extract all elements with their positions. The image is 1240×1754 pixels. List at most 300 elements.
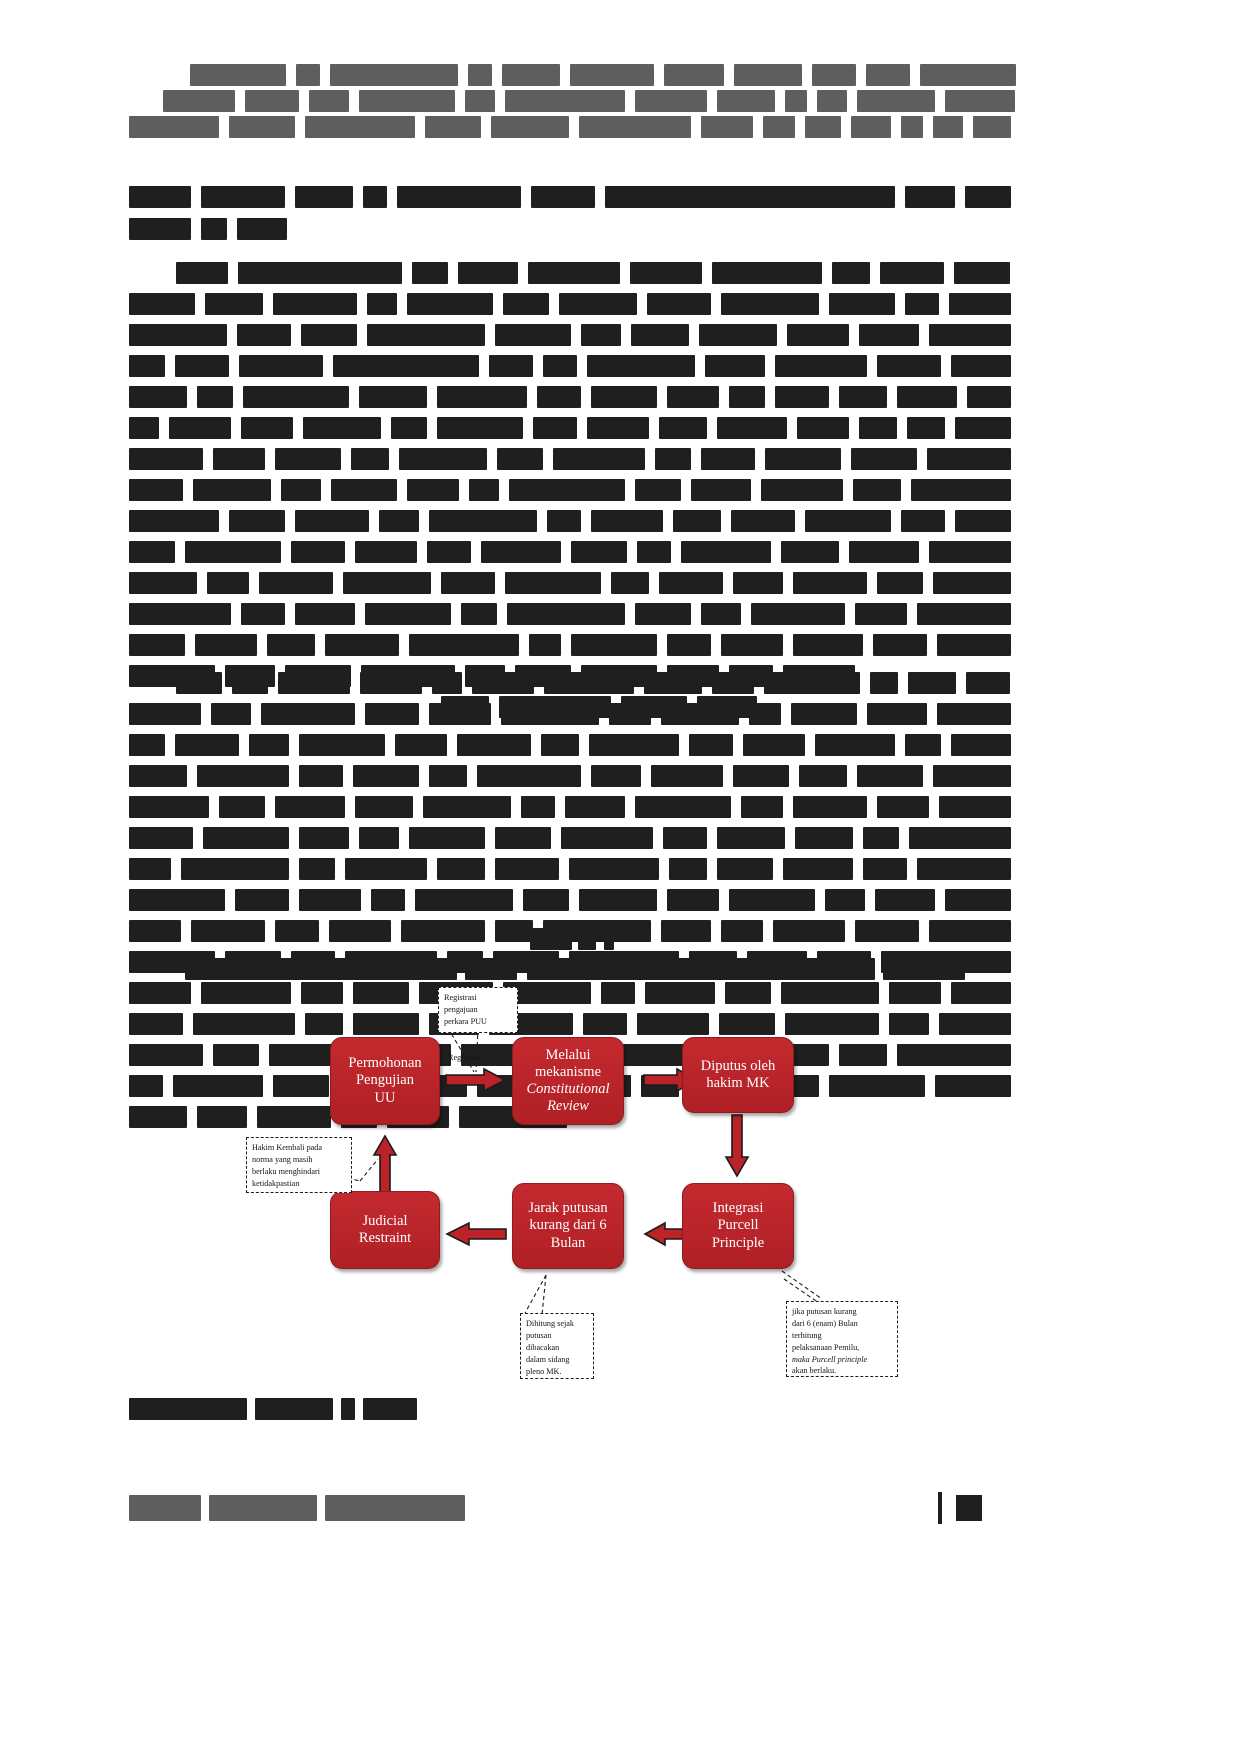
redaction-bar xyxy=(235,889,289,911)
redaction-bar xyxy=(839,386,887,408)
redaction-bar xyxy=(937,634,1011,656)
redaction-bar xyxy=(939,796,1011,818)
redaction-bar xyxy=(129,920,181,942)
node-line: Pengujian xyxy=(355,1072,414,1089)
redaction-bar xyxy=(359,90,455,112)
redaction-bar xyxy=(877,796,929,818)
redaction-bar xyxy=(929,541,1011,563)
page-number-redaction xyxy=(956,1495,982,1521)
redaction-bar xyxy=(571,541,627,563)
arrow-diputus-to-integrasi xyxy=(724,1113,750,1179)
redaction-bar xyxy=(267,634,315,656)
redaction-bar xyxy=(733,572,783,594)
redaction-bar xyxy=(920,64,1016,86)
redaction-bar xyxy=(883,958,965,980)
redaction-bar xyxy=(667,634,711,656)
redaction-bar xyxy=(129,858,171,880)
node-integrasi-purcell-principle[interactable] xyxy=(682,1183,794,1269)
redaction-bar xyxy=(333,355,479,377)
redaction-bar xyxy=(543,355,577,377)
redaction-bar xyxy=(951,734,1011,756)
redaction-bar xyxy=(579,116,691,138)
redaction-bar xyxy=(472,672,534,694)
redaction-bar xyxy=(553,448,645,470)
footer-redaction-bar xyxy=(129,1495,201,1521)
redaction-bar xyxy=(591,386,657,408)
redaction-bar xyxy=(329,920,391,942)
callout-line: dibacakan xyxy=(526,1342,560,1352)
redaction-bar xyxy=(907,417,945,439)
redaction-bar xyxy=(917,603,1011,625)
redaction-bar xyxy=(129,603,231,625)
redaction-bar xyxy=(395,734,447,756)
redaction-bar xyxy=(859,417,897,439)
redaction-bar xyxy=(537,386,581,408)
redaction-bar xyxy=(303,417,381,439)
redaction-bar xyxy=(129,293,195,315)
redaction-bar xyxy=(859,324,919,346)
redaction-bar xyxy=(880,262,944,284)
redaction-bar xyxy=(461,603,497,625)
edge-label-registrasi: Registrasi xyxy=(448,1053,481,1062)
redaction-bar xyxy=(825,889,865,911)
redaction-bar xyxy=(855,603,907,625)
redaction-bar xyxy=(203,827,289,849)
redaction-bar xyxy=(305,116,415,138)
redaction-bar xyxy=(527,958,875,980)
redaction-bar xyxy=(851,116,891,138)
redaction-bar xyxy=(255,1398,333,1420)
redaction-bar xyxy=(945,889,1011,911)
redaction-bar xyxy=(129,1075,163,1097)
redaction-bar xyxy=(775,386,829,408)
redaction-bar xyxy=(129,355,165,377)
redaction-bar xyxy=(241,603,285,625)
redaction-bar xyxy=(468,64,492,86)
flowchart-figure xyxy=(230,985,930,1385)
redaction-bar xyxy=(791,703,857,725)
redaction-bar xyxy=(469,479,499,501)
redaction-bar xyxy=(429,703,491,725)
redaction-bar xyxy=(341,1398,355,1420)
node-melalui-mekanisme-constitutional-review[interactable] xyxy=(512,1037,624,1125)
redaction-bar xyxy=(437,858,485,880)
redaction-bar xyxy=(185,958,457,980)
redaction-bar xyxy=(905,186,955,208)
redaction-bar xyxy=(681,541,771,563)
redaction-bar xyxy=(933,765,1011,787)
redaction-bar xyxy=(721,293,819,315)
redaction-bar xyxy=(905,293,939,315)
redaction-bar xyxy=(295,510,369,532)
redaction-bar xyxy=(239,355,323,377)
redaction-bar xyxy=(325,634,399,656)
redaction-bar xyxy=(379,510,419,532)
redaction-bar xyxy=(571,634,657,656)
redaction-bar xyxy=(927,448,1011,470)
node-line: Purcell xyxy=(717,1217,759,1234)
redaction-bar xyxy=(765,448,841,470)
redaction-bar xyxy=(207,572,249,594)
node-judicial-restraint[interactable] xyxy=(330,1191,440,1269)
redaction-bar xyxy=(673,510,721,532)
redaction-bar xyxy=(353,765,419,787)
redaction-bar xyxy=(176,262,228,284)
node-line: kurang dari 6 xyxy=(529,1217,607,1234)
redaction-bar xyxy=(531,186,595,208)
node-line: Principle xyxy=(711,1234,765,1251)
redaction-bar xyxy=(955,510,1011,532)
redaction-bar xyxy=(301,324,357,346)
redaction-bar xyxy=(521,796,555,818)
redaction-bar xyxy=(425,116,481,138)
redaction-bar xyxy=(363,1398,417,1420)
redaction-bar xyxy=(495,858,559,880)
redaction-bar xyxy=(763,116,795,138)
redaction-bar xyxy=(299,827,349,849)
redaction-bar xyxy=(359,386,427,408)
redaction-bar xyxy=(495,920,533,942)
node-line: UU xyxy=(374,1089,396,1106)
redaction-bar xyxy=(609,703,651,725)
redaction-bar xyxy=(296,64,320,86)
redaction-bar xyxy=(129,982,191,1004)
redaction-bar xyxy=(129,386,187,408)
redaction-bar xyxy=(721,920,763,942)
callout-line: pelaksanaan Pemilu, xyxy=(792,1342,860,1352)
callout-line: dari 6 (enam) Bulan xyxy=(792,1318,858,1328)
redaction-bar xyxy=(409,634,519,656)
redaction-bar xyxy=(197,386,233,408)
redaction-bar xyxy=(129,1398,247,1420)
redaction-bar xyxy=(630,262,702,284)
redaction-bar xyxy=(717,90,775,112)
redaction-bar xyxy=(129,889,225,911)
redaction-bar xyxy=(795,827,853,849)
redaction-bar xyxy=(544,672,634,694)
redaction-bar xyxy=(129,796,209,818)
redaction-bar xyxy=(664,64,724,86)
redaction-bar xyxy=(275,448,341,470)
redaction-bar xyxy=(175,355,229,377)
redaction-bar xyxy=(691,479,751,501)
redaction-bar xyxy=(437,386,527,408)
redaction-bar xyxy=(229,510,285,532)
callout-line: perkara PUU xyxy=(444,1016,487,1026)
node-permohonan-pengujian-uu[interactable] xyxy=(330,1037,440,1125)
redaction-bar xyxy=(954,262,1010,284)
redaction-bar xyxy=(635,796,731,818)
redaction-bar xyxy=(343,572,431,594)
redaction-bar xyxy=(908,672,956,694)
redaction-bar xyxy=(365,603,451,625)
redaction-bar xyxy=(409,827,485,849)
redaction-bar xyxy=(591,765,641,787)
redaction-bar xyxy=(587,355,695,377)
callout-line: Dihitung sejak xyxy=(526,1319,574,1328)
redaction-bar xyxy=(219,796,265,818)
callout-registrasi-pengajuan-perkara-puu xyxy=(438,987,518,1033)
node-jarak-putusan-kurang-dari-6-bulan[interactable] xyxy=(512,1183,624,1269)
redaction-bar xyxy=(355,796,413,818)
redaction-bar xyxy=(503,293,549,315)
redaction-bar xyxy=(667,386,719,408)
redaction-bar xyxy=(363,186,387,208)
node-line: Restraint xyxy=(358,1230,412,1246)
redaction-bar xyxy=(169,417,231,439)
redaction-bar xyxy=(591,510,663,532)
redaction-bar xyxy=(351,448,389,470)
redaction-bar xyxy=(797,417,849,439)
redaction-bar xyxy=(781,541,839,563)
callout-line: maka Purcell principle xyxy=(792,1354,868,1364)
redaction-bar xyxy=(661,920,711,942)
callout-hakim-kembali-pada-norma xyxy=(246,1137,352,1193)
redaction-bar xyxy=(761,479,843,501)
redaction-bar xyxy=(945,90,1015,112)
redaction-bar xyxy=(929,920,1011,942)
redaction-bar xyxy=(176,672,222,694)
redaction-bar xyxy=(701,116,753,138)
redaction-bar xyxy=(589,734,679,756)
redaction-bar xyxy=(129,1044,203,1066)
redaction-bar xyxy=(644,672,702,694)
redaction-bar xyxy=(967,386,1011,408)
redaction-bar xyxy=(505,572,601,594)
redaction-bar xyxy=(432,672,462,694)
callout-line: Registrasi xyxy=(444,993,477,1002)
redaction-bar xyxy=(849,541,919,563)
callout-line: dalam sidang xyxy=(526,1354,570,1364)
redaction-bar xyxy=(717,858,773,880)
node-line: hakim MK xyxy=(706,1075,770,1091)
redaction-bar xyxy=(129,186,191,208)
redaction-bar xyxy=(391,417,427,439)
callout-purcell-principle-condition xyxy=(786,1301,898,1377)
redaction-bar xyxy=(805,510,891,532)
callout-dihitung-sejak-putusan xyxy=(520,1313,594,1379)
redaction-bar xyxy=(659,572,723,594)
redaction-bar xyxy=(345,858,427,880)
redaction-bar xyxy=(495,324,571,346)
redaction-bar xyxy=(897,386,957,408)
redaction-bar xyxy=(465,90,495,112)
redaction-bar xyxy=(785,90,807,112)
redaction-bar xyxy=(870,672,898,694)
redaction-bar xyxy=(367,293,397,315)
redaction-bar xyxy=(787,324,849,346)
redaction-bar xyxy=(812,64,856,86)
redaction-bar xyxy=(743,734,805,756)
redaction-bar xyxy=(905,734,941,756)
redaction-bar xyxy=(867,703,927,725)
redaction-bar xyxy=(211,703,251,725)
redaction-bar xyxy=(259,572,333,594)
redaction-bar xyxy=(197,765,289,787)
footer-divider xyxy=(938,1492,942,1524)
redaction-bar xyxy=(729,386,765,408)
redaction-bar xyxy=(397,186,521,208)
redaction-bar xyxy=(717,827,785,849)
redaction-bar xyxy=(635,479,681,501)
redaction-bar xyxy=(129,765,187,787)
redaction-bar xyxy=(829,293,895,315)
redaction-bar xyxy=(412,262,448,284)
redaction-bar xyxy=(933,116,963,138)
node-line: Melalui xyxy=(545,1046,591,1063)
redaction-bar xyxy=(569,858,659,880)
redaction-bar xyxy=(951,355,1011,377)
redaction-bar xyxy=(815,734,895,756)
redaction-bar xyxy=(330,64,458,86)
callout-line: pleno MK. xyxy=(526,1366,562,1376)
redaction-bar xyxy=(579,889,657,911)
redaction-bar xyxy=(965,186,1011,208)
redaction-bar xyxy=(407,479,459,501)
redaction-bar xyxy=(407,293,493,315)
redaction-bar xyxy=(712,672,754,694)
redaction-bar xyxy=(238,262,402,284)
redaction-bar xyxy=(733,765,789,787)
redaction-bar xyxy=(667,889,719,911)
footer-redaction-bar xyxy=(325,1495,465,1521)
redaction-bar xyxy=(129,116,219,138)
redaction-bar xyxy=(855,920,919,942)
redaction-bar xyxy=(367,324,485,346)
redaction-bar xyxy=(275,920,319,942)
node-line: Constitutional xyxy=(526,1081,610,1097)
redaction-bar xyxy=(195,634,257,656)
redaction-bar xyxy=(817,90,847,112)
callout-line: jika putusan kurang xyxy=(792,1307,857,1316)
redaction-bar xyxy=(429,765,467,787)
redaction-bar xyxy=(129,703,201,725)
redaction-bar xyxy=(663,827,707,849)
redaction-bar xyxy=(423,796,511,818)
redaction-bar xyxy=(191,920,265,942)
redaction-bar xyxy=(129,1013,183,1035)
redaction-bar xyxy=(295,603,355,625)
redaction-bar xyxy=(359,827,399,849)
redaction-bar xyxy=(441,572,495,594)
redaction-bar xyxy=(917,858,1011,880)
redaction-bar xyxy=(565,796,625,818)
redaction-bar xyxy=(365,703,419,725)
redaction-bar xyxy=(249,734,289,756)
redaction-bar xyxy=(741,796,783,818)
redaction-bar xyxy=(355,541,417,563)
redaction-bar xyxy=(481,541,561,563)
redaction-bar xyxy=(909,827,1011,849)
redaction-bar xyxy=(291,541,345,563)
redaction-bar xyxy=(793,796,867,818)
footer-redaction-bar xyxy=(209,1495,317,1521)
redaction-bar xyxy=(401,920,485,942)
redaction-bar xyxy=(213,448,265,470)
redaction-bar xyxy=(731,510,795,532)
redaction-bar xyxy=(458,262,518,284)
redaction-bar xyxy=(939,1013,1011,1035)
redaction-bar xyxy=(299,765,343,787)
redaction-bar xyxy=(237,218,287,240)
redaction-bar xyxy=(611,572,649,594)
redaction-bar xyxy=(857,765,923,787)
redaction-bar xyxy=(637,541,671,563)
redaction-bar xyxy=(875,889,935,911)
redaction-bar xyxy=(243,386,349,408)
redaction-bar xyxy=(721,634,783,656)
redaction-bar xyxy=(491,116,569,138)
redaction-bar xyxy=(877,572,923,594)
redaction-bar xyxy=(669,858,707,880)
redaction-bar xyxy=(751,603,845,625)
redaction-bar xyxy=(502,64,560,86)
redaction-bar xyxy=(951,982,1011,1004)
node-line: Bulan xyxy=(550,1234,586,1251)
redaction-bar xyxy=(933,572,1011,594)
redaction-bar xyxy=(799,765,847,787)
redaction-bar xyxy=(129,510,219,532)
redaction-bar xyxy=(547,510,581,532)
redaction-bar xyxy=(949,293,1011,315)
redaction-bar xyxy=(911,479,1011,501)
redaction-bar xyxy=(729,889,815,911)
redaction-bar xyxy=(701,603,741,625)
node-line: Review xyxy=(547,1098,589,1115)
redaction-bar xyxy=(437,417,523,439)
redaction-bar xyxy=(331,479,397,501)
redaction-bar xyxy=(129,734,165,756)
redaction-bar xyxy=(955,417,1011,439)
redaction-bar xyxy=(457,734,531,756)
redaction-bar xyxy=(937,703,1011,725)
redaction-bar xyxy=(853,479,901,501)
redaction-bar xyxy=(863,827,899,849)
redaction-bar xyxy=(783,858,853,880)
node-diputus-oleh-hakim-mk[interactable] xyxy=(682,1037,794,1113)
redaction-bar xyxy=(773,920,845,942)
redaction-bar xyxy=(129,1106,187,1128)
redaction-bar xyxy=(578,928,596,950)
redaction-bar xyxy=(399,448,487,470)
redaction-bar xyxy=(705,355,765,377)
callout-line: berlaku menghindari xyxy=(252,1166,320,1176)
redaction-bar xyxy=(530,928,572,950)
redaction-bar xyxy=(647,293,711,315)
redaction-bar xyxy=(631,324,689,346)
redaction-bar xyxy=(278,672,350,694)
redaction-bar xyxy=(295,186,353,208)
redaction-bar xyxy=(651,765,723,787)
redaction-bar xyxy=(427,541,471,563)
redaction-bar xyxy=(309,90,349,112)
redaction-bar xyxy=(129,541,175,563)
callout-line: pengajuan xyxy=(444,1004,478,1014)
callout-line: norma yang masih xyxy=(252,1154,313,1164)
callout-line: terhitung xyxy=(792,1330,822,1340)
redaction-bar xyxy=(775,355,867,377)
redaction-bar xyxy=(561,827,653,849)
redaction-bar xyxy=(529,634,561,656)
redaction-bar xyxy=(175,734,239,756)
redaction-bar xyxy=(245,90,299,112)
redaction-bar xyxy=(275,796,345,818)
redaction-bar xyxy=(281,479,321,501)
redaction-bar xyxy=(237,324,291,346)
redaction-bar xyxy=(360,672,422,694)
redaction-bar xyxy=(851,448,917,470)
redaction-bar xyxy=(587,417,649,439)
